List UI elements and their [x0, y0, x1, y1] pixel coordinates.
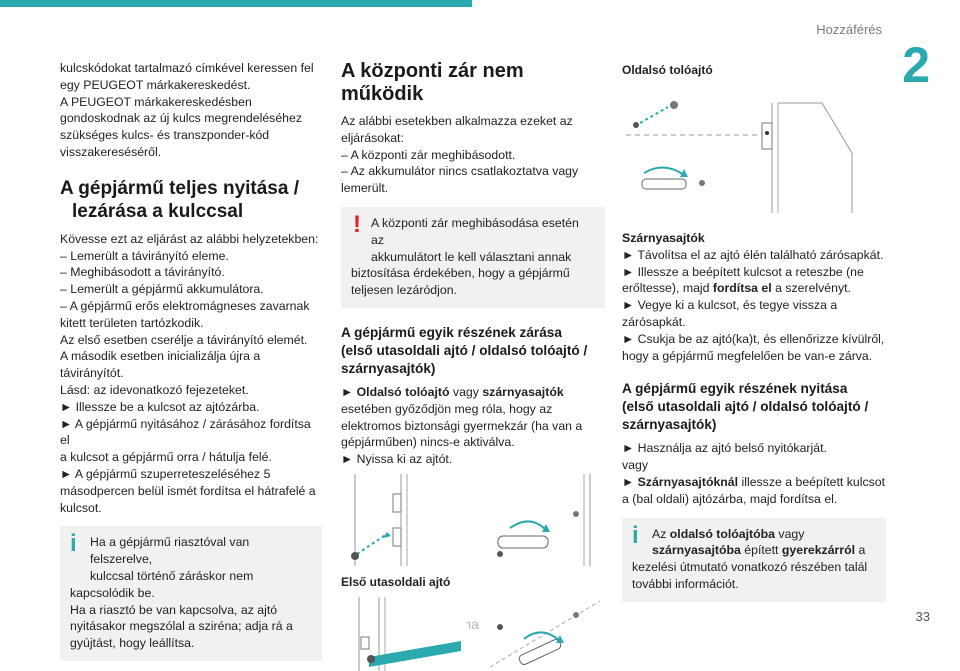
info-icon: i — [70, 530, 77, 558]
text-line: A PEUGEOT márkakereskedésben — [60, 94, 252, 109]
text-line: ► Illessze a beépített kulcsot a reteszbe (ne — [622, 264, 864, 279]
text-line: kulccsal történő záráskor nem — [90, 568, 254, 583]
heading-line: szárnyasajtók) — [622, 417, 717, 433]
bold-term: Szárnyasajtóknál — [637, 474, 739, 489]
figure-caption-sliding-door: Oldalsó tolóajtó — [622, 63, 713, 77]
text-line: visszakereséséről. — [60, 144, 162, 159]
heading-line: A gépjármű egyik részének nyitása — [622, 381, 848, 397]
text-line: másodpercen belül ismét fordítsa el hátrafelé a — [60, 483, 316, 498]
illustration-key-turn — [480, 474, 605, 566]
text-line: ► Távolítsa el az ajtó élén található zárósapkát. — [622, 247, 884, 262]
body-lock-part — [341, 384, 605, 468]
chapter-number: 2 — [902, 37, 930, 93]
text-line: gyújtást, hogy leállítsa. — [70, 636, 195, 651]
info-note-child-lock — [622, 518, 886, 602]
column-1 — [60, 60, 322, 661]
text-line — [341, 384, 605, 401]
text-line: szükséges kulcs- és transzponder-kód — [60, 128, 270, 143]
text-line: – Meghibásodott a távirányító. — [60, 265, 225, 280]
text-line: kapcsolódik be. — [70, 585, 155, 600]
heading-line: (első utasoldali ajtó / oldalsó tolóajtó / — [341, 342, 588, 358]
bold-term: gyerekzárról — [781, 543, 856, 558]
text-line: akkumulátort le kell választani annak — [371, 249, 572, 264]
text-line: – A gépjármű erős elektromágneses zavarnak — [60, 298, 310, 313]
illustration-sliding-door — [622, 83, 886, 213]
text-line: nyitásakor megszólal a sziréna; adja rá a — [70, 619, 293, 634]
body-open-part — [622, 440, 886, 507]
text-line: eljárásokat: — [341, 130, 404, 145]
illustration-key-turn — [480, 597, 605, 671]
column-3 — [622, 60, 886, 602]
text-line: A második esetben inicializálja újra a távirányítót. — [60, 349, 261, 381]
body-wing-doors — [622, 247, 886, 365]
text-line: ► Csukja be az ajtó(ka)t, és ellenőrizze kívülről, — [622, 331, 885, 346]
text-run: illessze a beépített kulcsot — [738, 474, 886, 489]
text-line — [632, 542, 876, 559]
text-line: – Az akkumulátor nincs csatlakoztatva vagy — [341, 164, 579, 179]
column-2 — [341, 60, 605, 671]
text-line: A központi zár meghibásodása esetén az — [371, 215, 579, 247]
figure-front-door-bottom — [341, 597, 605, 671]
text-line: Az első esetben cserélje a távirányító elemét. — [60, 332, 308, 347]
section-title: Hozzáférés — [816, 22, 882, 37]
text-line: kulcsot. — [60, 500, 102, 515]
text-line: egy PEUGEOT márkakereskedést. — [60, 77, 251, 92]
top-accent-bar — [0, 0, 472, 7]
text-line: ► A gépjármű nyitásához / zárásához fordítsa el — [60, 416, 311, 448]
text-line: Lásd: az idevonatkozó fejezeteket. — [60, 382, 249, 397]
body-central-lock — [341, 113, 605, 197]
text-line: a kulcsot a gépjármű orra / hátulja felé. — [60, 450, 272, 465]
text-line: kitett területen tartózkodik. — [60, 315, 204, 330]
bold-term: fordítsa el — [712, 281, 772, 296]
text-run: erőltesse), majd — [622, 281, 713, 296]
text-line: gondoskodnak az új kulcs megrendeléséhez — [60, 111, 302, 126]
figure-front-door-top — [341, 474, 605, 566]
text-line: lemerült. — [341, 181, 389, 196]
text-line: ► Vegye ki a kulcsot, és tegye vissza a — [622, 298, 838, 313]
text-line: ► A gépjármű szuperreteszeléséhez 5 — [60, 466, 271, 481]
heading-line: A gépjármű egyik részének zárása — [341, 324, 562, 340]
text-line: teljesen lezáródjon. — [351, 283, 457, 298]
warning-icon: ! — [353, 210, 361, 238]
text-line: – A központi zár meghibásodott. — [341, 147, 516, 162]
text-line: a (bal oldali) ajtózárba, majd fordítsa el. — [622, 491, 838, 506]
text-run: vagy — [449, 384, 483, 399]
text-line: ► Használja az ajtó belső nyitókarját. — [622, 441, 827, 456]
heading-line: szárnyasajtók) — [341, 360, 436, 376]
text-line — [622, 474, 886, 491]
page-number: 33 — [915, 609, 930, 624]
heading-lock-part — [341, 324, 605, 378]
heading-open-part — [622, 380, 886, 434]
text-line: kezelési útmutató vonatkozó részében talál — [632, 560, 868, 575]
text-line: vagy — [622, 458, 648, 473]
warning-note-battery — [341, 207, 605, 308]
info-icon: i — [632, 521, 639, 549]
bold-term: oldalsó tolóajtóba — [669, 526, 775, 541]
text-line: kulcskódokat tartalmazó címkével keressen fel — [60, 61, 314, 75]
text-run: épített — [740, 543, 782, 558]
text-line — [632, 526, 876, 543]
illustration-door-lock — [341, 597, 466, 671]
text-line: további információt. — [632, 576, 739, 591]
text-line: Ha a gépjármű riasztóval van felszerelve, — [90, 535, 250, 567]
text-line: ► Nyissa ki az ajtót. — [341, 452, 453, 467]
heading-central-lock: A központi zár nem működik — [341, 60, 524, 105]
figure-caption-front-door: Első utasoldali ajtó — [341, 574, 451, 589]
text-line: – Lemerült a távirányító eleme. — [60, 248, 229, 263]
text-line: biztosítása érdekében, hogy a gépjármű — [351, 266, 570, 281]
heading-wing-doors: Szárnyasajtók — [622, 230, 705, 245]
heading-line: lezárása a kulccsal — [72, 200, 244, 222]
illustration-door-lock — [341, 474, 466, 566]
text-line: Ha a riasztó be van kapcsolva, az ajtó — [70, 602, 278, 617]
bullet: ► — [622, 474, 638, 489]
text-line: ► Illessze be a kulcsot az ajtózárba. — [60, 399, 260, 414]
text-line: Kövesse ezt az eljárást az alábbi helyzetekben: — [60, 231, 319, 246]
text-line: zárósapkát. — [622, 314, 686, 329]
intro-paragraph — [60, 60, 322, 161]
text-line: esetében győződjön meg róla, hogy az — [341, 401, 553, 416]
body-key-lock — [60, 231, 322, 517]
text-run: a — [855, 543, 866, 558]
info-note-alarm — [60, 526, 322, 661]
text-line: hogy a gépjármű megfelelően be van-e zárva. — [622, 348, 873, 363]
bold-term: szárnyasajtók — [482, 384, 564, 399]
heading-line: A gépjármű teljes nyitása / — [60, 177, 299, 199]
text-line: – Lemerült a gépjármű akkumulátora. — [60, 282, 264, 297]
text-line — [622, 280, 886, 297]
bullet: ► — [341, 384, 357, 399]
text-run: vagy — [775, 526, 805, 541]
text-run: Az — [652, 526, 670, 541]
text-run: a szerelvényt. — [771, 281, 851, 296]
bold-term: szárnyasajtóba — [652, 543, 741, 558]
heading-key-lock — [60, 177, 322, 223]
bold-term: Oldalsó tolóajtó — [356, 384, 450, 399]
text-line: Az alábbi esetekben alkalmazza ezeket az — [341, 114, 573, 128]
text-line: gépjárműben) nincs-e aktiválva. — [341, 435, 515, 450]
heading-line: (első utasoldali ajtó / oldalsó tolóajtó / — [622, 399, 869, 415]
text-line: elektromos biztonsági gyermekzár (ha van a — [341, 418, 583, 433]
